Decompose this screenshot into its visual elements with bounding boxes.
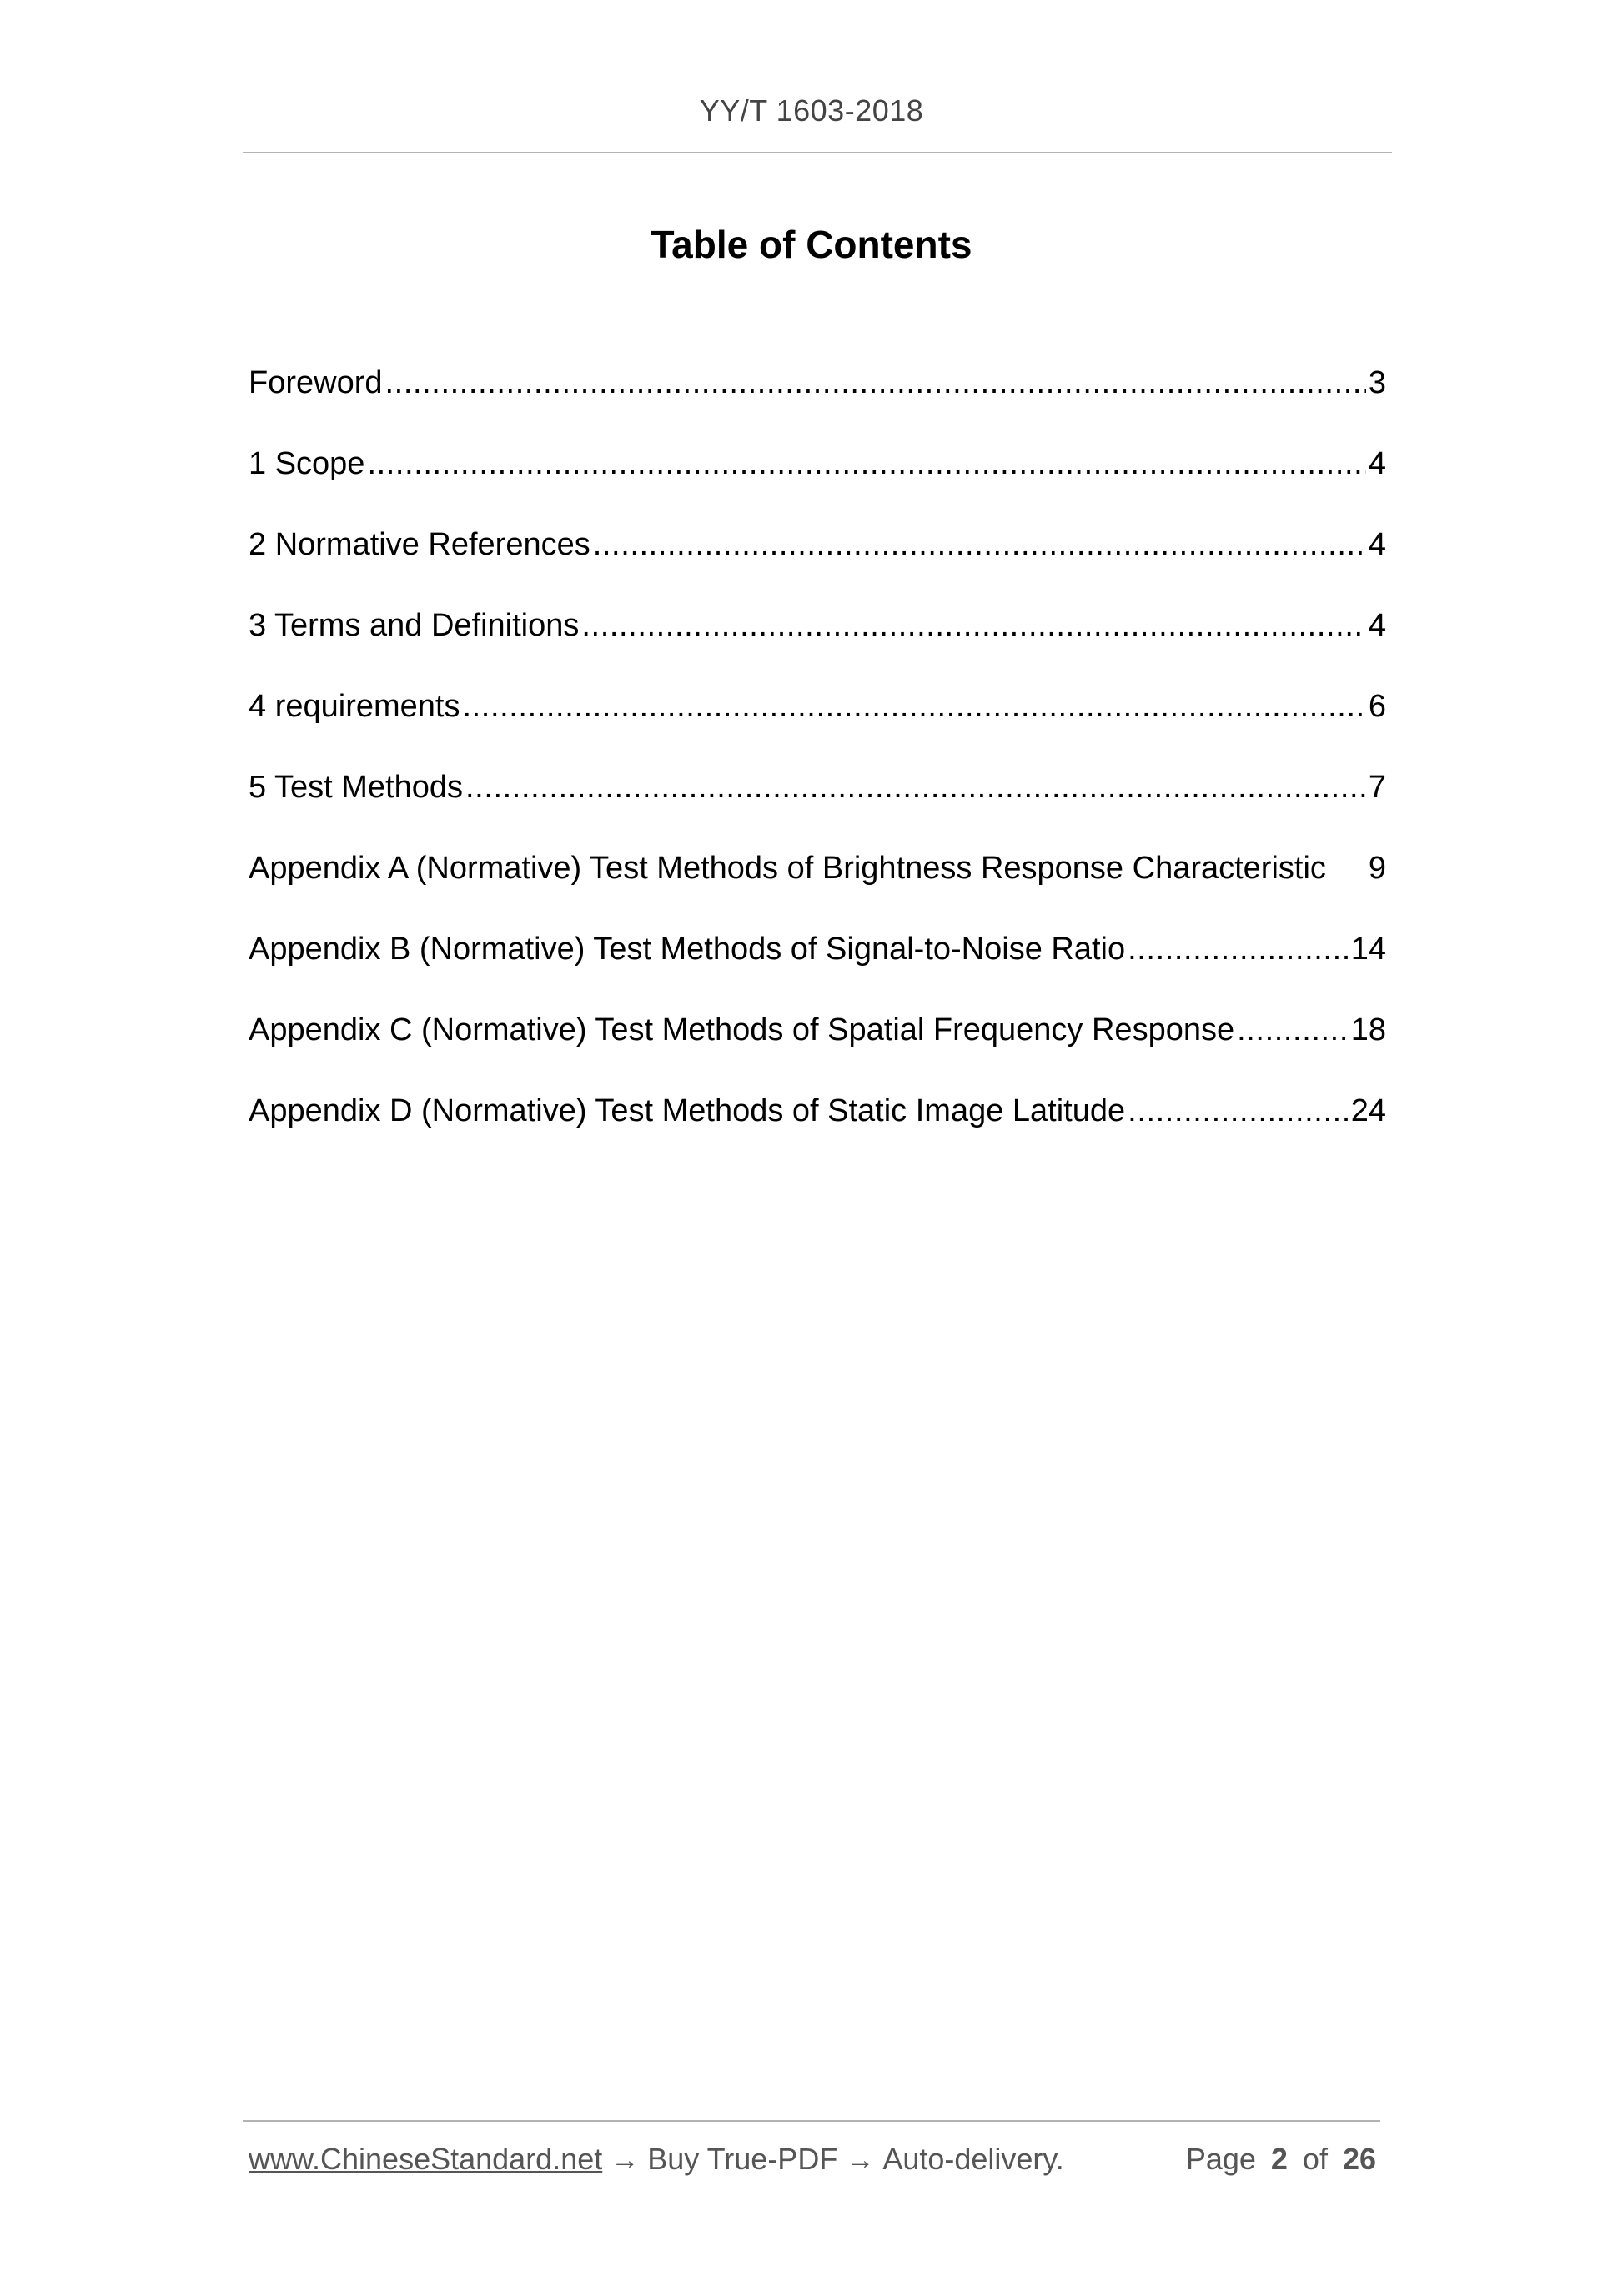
right-arrow-icon: → [846,2144,875,2176]
toc-entry-page: 7 [1368,770,1386,805]
table-of-contents [249,359,1386,1168]
toc-entry-appendix-a[interactable] [249,844,1386,925]
toc-entry-label: Appendix D (Normative) Test Methods of Static Image Latitude [249,1093,1126,1128]
toc-dot-leader [385,359,1366,407]
toc-dot-leader [581,601,1365,650]
toc-dot-leader [1128,925,1349,973]
toc-entry-page: 14 [1350,932,1386,967]
page-word: Page [1185,2142,1256,2176]
toc-entry-terms-and-definitions[interactable] [249,601,1386,682]
toc-dot-leader [367,440,1365,488]
toc-entry-page: 9 [1368,851,1386,886]
toc-entry-foreword[interactable] [249,359,1386,440]
toc-entry-page: 3 [1368,365,1386,400]
toc-entry-label: 4 requirements [249,689,460,724]
toc-dot-leader [1128,1087,1349,1135]
page-footer [249,2142,1376,2185]
footer-divider [243,2120,1380,2122]
toc-entry-label: 3 Terms and Definitions [249,608,580,643]
toc-entry-label: Appendix B (Normative) Test Methods of Signal-to-Noise Ratio [249,932,1126,967]
page-title: Table of Contents [651,223,972,266]
toc-entry-label: 1 Scope [249,446,365,481]
page-number [1186,2142,1376,2177]
toc-entry-page: 6 [1368,689,1386,724]
toc-dot-leader [465,763,1366,811]
toc-entry-label: 2 Normative References [249,527,590,562]
toc-entry-label: Appendix A (Normative) Test Methods of Brightness Response Characteristic [249,851,1326,886]
toc-entry-appendix-c[interactable] [249,1006,1386,1087]
toc-entry-page: 18 [1350,1012,1386,1048]
right-arrow-icon: → [611,2144,640,2176]
toc-dot-leader [1237,1006,1349,1054]
document-id-header: YY/T 1603-2018 [699,93,924,128]
auto-delivery-text: Auto-delivery. [882,2142,1064,2176]
toc-entry-normative-references[interactable] [249,520,1386,601]
buy-true-pdf-text: Buy True-PDF [647,2142,838,2176]
toc-entry-test-methods[interactable] [249,763,1386,844]
of-word: of [1302,2142,1328,2176]
toc-dot-leader [593,520,1366,569]
toc-entry-requirements[interactable] [249,682,1386,763]
toc-entry-page: 4 [1368,527,1386,562]
current-page: 2 [1270,2142,1288,2176]
toc-entry-page: 4 [1368,608,1386,643]
toc-entry-appendix-b[interactable] [249,925,1386,1006]
toc-entry-page: 24 [1350,1093,1386,1128]
total-pages: 26 [1342,2142,1376,2176]
toc-entry-scope[interactable] [249,440,1386,520]
header-divider [243,152,1392,153]
toc-entry-label: Appendix C (Normative) Test Methods of Spatial Frequency Response [249,1012,1235,1048]
website-link[interactable]: www.ChineseStandard.net [249,2142,603,2176]
toc-entry-label: Foreword [249,365,383,400]
toc-entry-label: 5 Test Methods [249,770,464,805]
toc-dot-leader [462,682,1365,731]
toc-entry-appendix-d[interactable] [249,1087,1386,1168]
toc-entry-page: 4 [1368,446,1386,481]
